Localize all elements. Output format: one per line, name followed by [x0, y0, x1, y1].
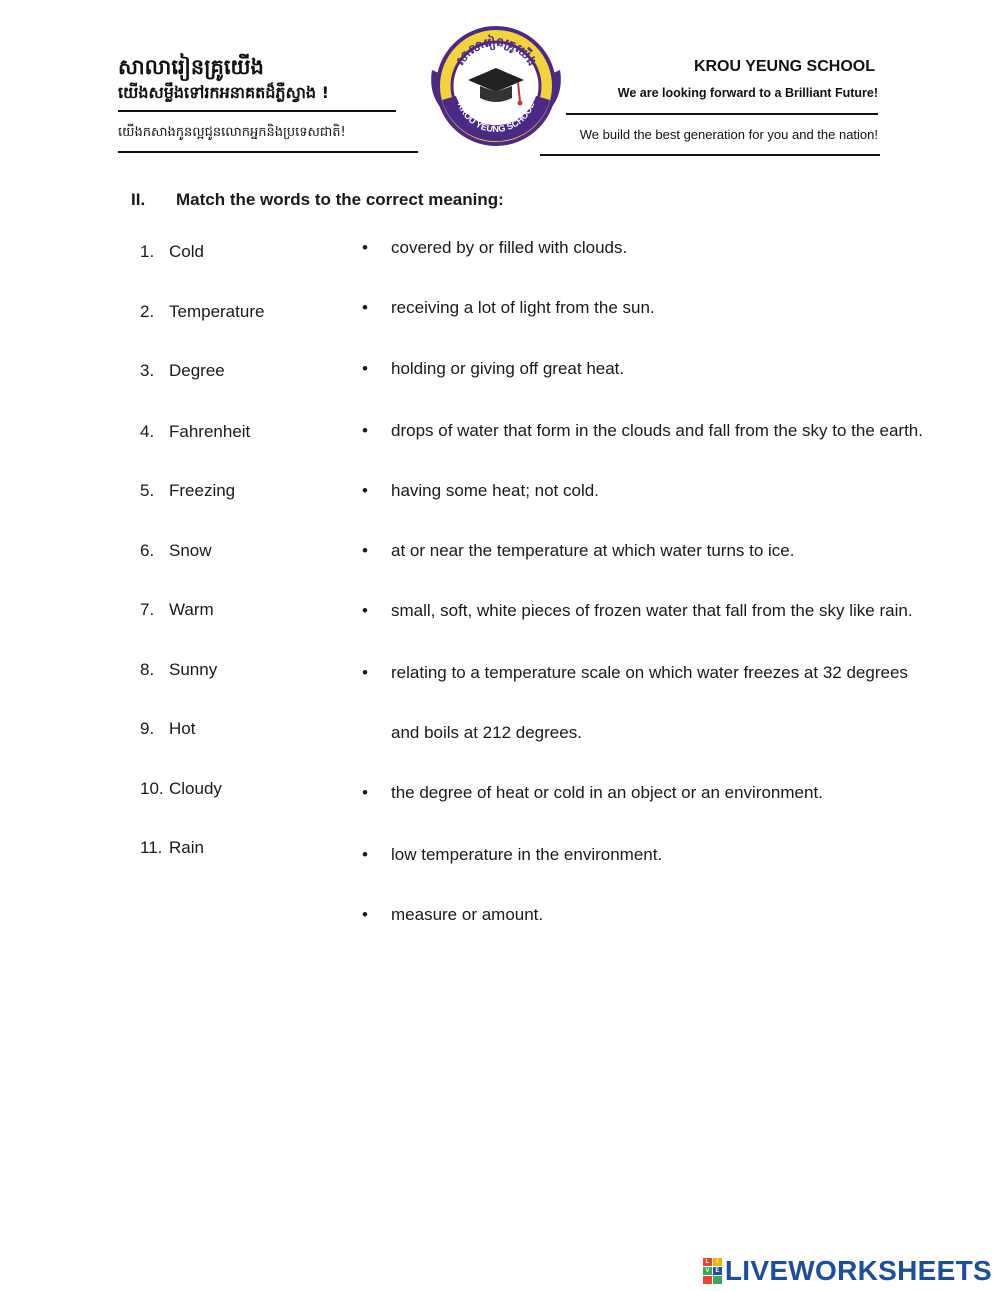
word-text: Degree: [169, 361, 225, 380]
bullet-icon: •: [362, 905, 368, 924]
word-item[interactable]: [140, 838, 204, 858]
definition-item[interactable]: [362, 541, 794, 561]
header-divider-left-top: [118, 110, 396, 112]
definition-item[interactable]: [362, 905, 543, 925]
school-name: KROU YEUNG SCHOOL: [693, 58, 875, 75]
liveworksheets-logo[interactable]: [703, 1255, 992, 1287]
word-number: 9.: [140, 719, 155, 738]
school-tagline: We build the best generation for you and the nation!: [579, 127, 878, 142]
definition-item[interactable]: [362, 663, 908, 683]
word-text: Cold: [169, 242, 204, 261]
liveworksheets-icon: L I V E: [703, 1258, 722, 1284]
definition-item[interactable]: [362, 359, 624, 379]
word-number: 2.: [140, 302, 155, 321]
definition-text: receiving a lot of light from the sun.: [391, 298, 655, 317]
definition-text: small, soft, white pieces of frozen water that fall from the sky like rain.: [391, 601, 913, 620]
bullet-icon: •: [362, 541, 368, 560]
bullet-icon: •: [362, 359, 368, 378]
word-text: Freezing: [169, 481, 236, 500]
bullet-icon: •: [362, 783, 368, 802]
word-item[interactable]: [140, 541, 212, 561]
word-text: Rain: [169, 838, 204, 857]
khmer-tagline: យើងកសាងកូនល្អជូនលោកអ្នកនិងប្រទេសជាតិ!: [118, 125, 346, 140]
liveworksheets-wordmark: LIVEWORKSHEETS: [724, 1255, 992, 1286]
definition-text: measure or amount.: [391, 905, 544, 924]
word-number: 5.: [140, 481, 155, 500]
word-item[interactable]: [140, 660, 217, 680]
word-text: Fahrenheit: [169, 422, 251, 441]
bullet-icon: •: [362, 663, 368, 682]
definition-text: low temperature in the environment.: [391, 845, 663, 864]
logo-ring-text-bottom: KROU YEUNG SCHOOL: [455, 100, 537, 135]
header-divider-left-bottom: [118, 151, 418, 153]
definition-text: holding or giving off great heat.: [391, 359, 625, 378]
definition-item[interactable]: [362, 845, 662, 865]
word-text: Warm: [169, 600, 214, 619]
word-item[interactable]: [140, 302, 264, 322]
word-item[interactable]: [140, 779, 222, 799]
bullet-icon: •: [362, 845, 368, 864]
definition-continuation: [362, 723, 582, 743]
khmer-school-name: សាលារៀនគ្រូយើង: [118, 55, 264, 79]
definition-item[interactable]: [362, 601, 913, 621]
bullet-icon: •: [362, 481, 368, 500]
word-text: Snow: [169, 541, 212, 560]
word-item[interactable]: [140, 242, 204, 262]
definition-text: having some heat; not cold.: [391, 481, 599, 500]
bullet-icon: •: [362, 238, 368, 257]
bullet-icon: •: [362, 298, 368, 317]
word-text: Sunny: [169, 660, 218, 679]
section-title: Match the words to the correct meaning:: [176, 190, 504, 209]
definition-text: covered by or filled with clouds.: [391, 238, 628, 257]
definition-item[interactable]: [362, 298, 655, 318]
school-logo: [428, 22, 564, 150]
definition-text: and boils at 212 degrees.: [391, 723, 582, 742]
word-number: 8.: [140, 660, 155, 679]
definition-text: the degree of heat or cold in an object or an environment.: [391, 783, 823, 802]
word-number: 10.: [140, 779, 164, 798]
definition-item[interactable]: [362, 238, 627, 258]
word-number: 7.: [140, 600, 155, 619]
definition-item[interactable]: [362, 481, 599, 501]
school-motto: We are looking forward to a Brilliant Future!: [617, 86, 878, 100]
header-divider-right-bottom: [540, 154, 880, 156]
definition-item[interactable]: [362, 783, 823, 803]
word-text: Hot: [169, 719, 196, 738]
word-text: Cloudy: [169, 779, 222, 798]
word-item[interactable]: [140, 600, 214, 620]
word-number: 11.: [140, 838, 163, 857]
word-item[interactable]: [140, 719, 195, 739]
word-number: 4.: [140, 422, 155, 441]
word-item[interactable]: [140, 481, 235, 501]
definition-text: relating to a temperature scale on which water freezes at 32 degrees: [391, 663, 908, 682]
word-number: 6.: [140, 541, 155, 560]
word-text: Temperature: [169, 302, 265, 321]
definition-text: at or near the temperature at which water turns to ice.: [391, 541, 795, 560]
bullet-icon: •: [362, 601, 368, 620]
definition-item[interactable]: [362, 421, 923, 441]
bullet-icon: •: [362, 421, 368, 440]
section-number: II.: [131, 190, 146, 209]
word-item[interactable]: [140, 361, 225, 381]
word-number: 1.: [140, 242, 155, 261]
word-item[interactable]: [140, 422, 250, 442]
definition-text: drops of water that form in the clouds and fall from the sky to the earth.: [391, 421, 923, 440]
khmer-motto: យើងសម្លឹងទៅរកអនាគតដ៏ភ្លឺស្វាង !: [118, 83, 329, 102]
word-number: 3.: [140, 361, 155, 380]
header-divider-right-top: [566, 113, 878, 115]
logo-ring-text-top: សាលារៀនគ្រូយើង: [452, 34, 540, 69]
